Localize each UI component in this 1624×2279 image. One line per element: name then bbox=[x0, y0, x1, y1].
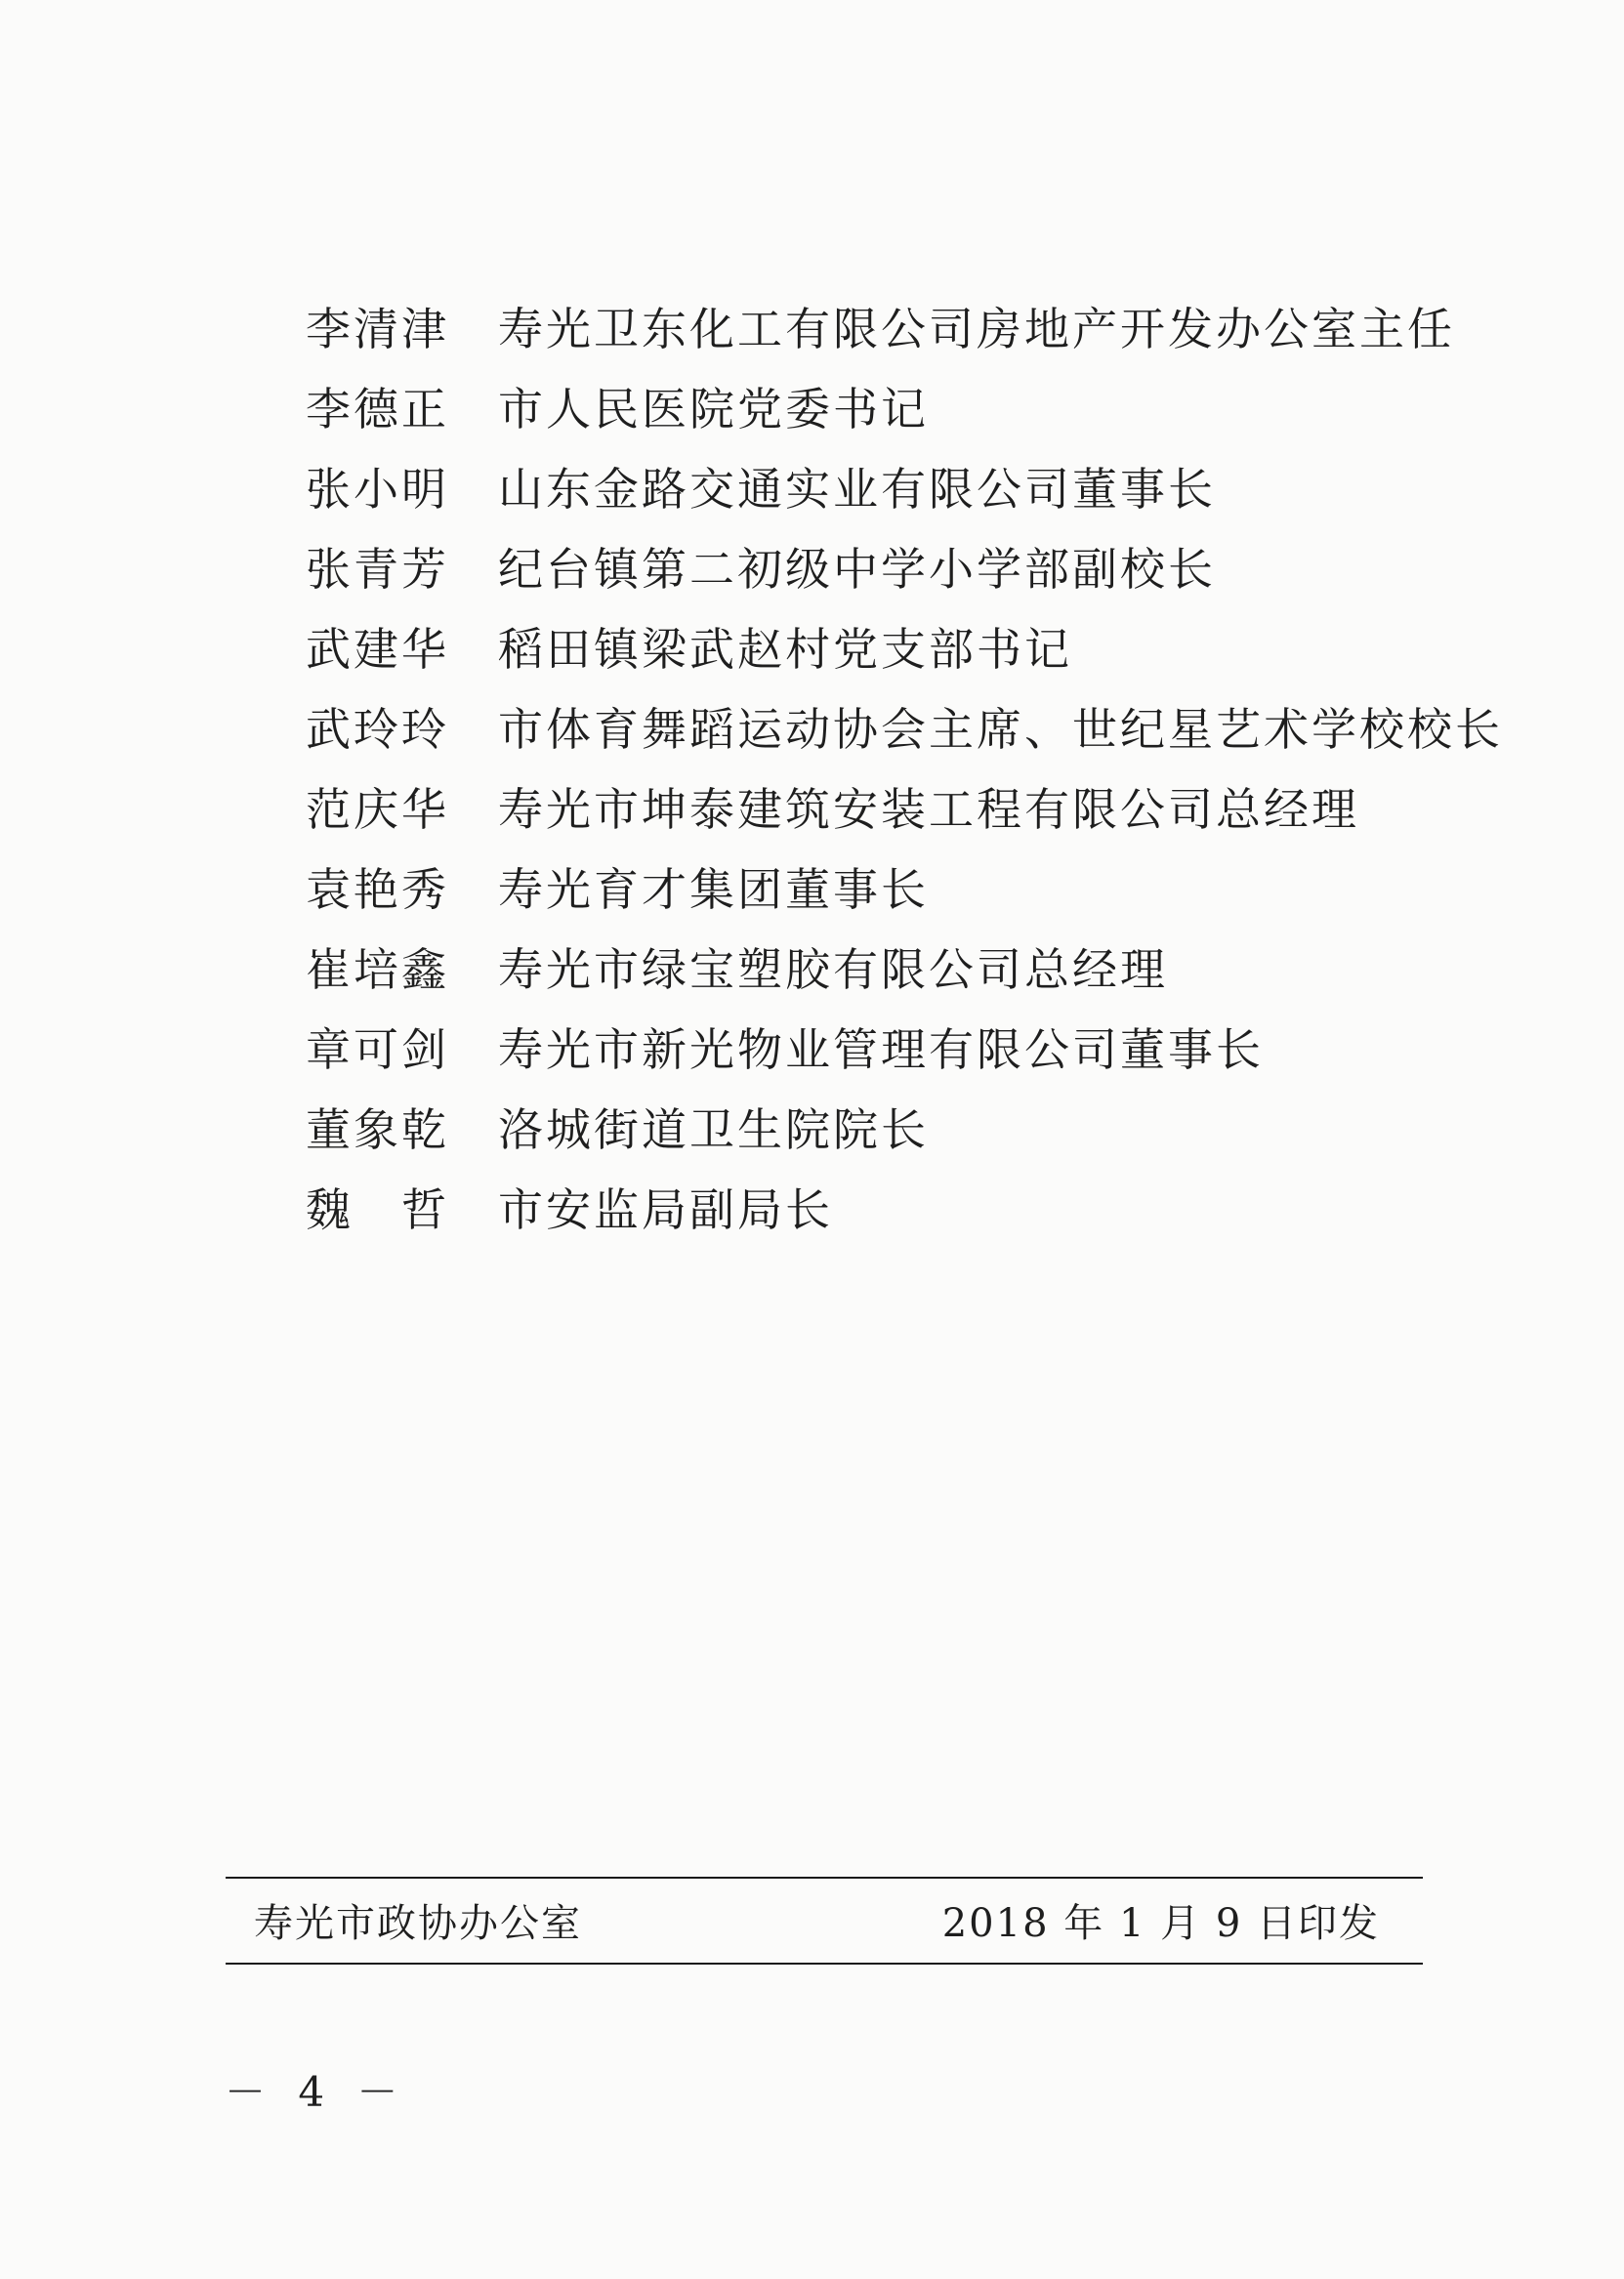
member-name: 张小明 bbox=[306, 463, 449, 516]
member-role: 市人民医院党委书记 bbox=[498, 383, 929, 435]
member-role: 市安监局副局长 bbox=[498, 1183, 833, 1236]
member-name: 董象乾 bbox=[306, 1103, 449, 1156]
member-name: 李清津 bbox=[306, 303, 449, 355]
member-role: 寿光市新光物业管理有限公司董事长 bbox=[498, 1023, 1264, 1076]
roster-row bbox=[306, 686, 1503, 767]
issuer-office: 寿光市政协办公室 bbox=[254, 1901, 582, 1946]
member-name: 范庆华 bbox=[306, 783, 449, 836]
roster-row bbox=[306, 927, 1478, 1007]
page-number: － 4 － bbox=[225, 2068, 408, 2116]
roster-row bbox=[306, 767, 1478, 847]
member-name: 章可剑 bbox=[306, 1023, 449, 1076]
member-name: 张青芳 bbox=[306, 543, 449, 596]
member-roster bbox=[306, 286, 1503, 1247]
roster-row bbox=[306, 366, 1478, 446]
issue-date: 2018 年 1 月 9 日印发 bbox=[941, 1901, 1380, 1946]
member-name: 袁艳秀 bbox=[306, 863, 449, 916]
roster-row bbox=[306, 286, 1478, 366]
roster-row bbox=[306, 1087, 1478, 1167]
member-name: 武建华 bbox=[306, 623, 449, 676]
member-role: 寿光市坤泰建筑安装工程有限公司总经理 bbox=[498, 783, 1359, 836]
member-name: 李德正 bbox=[306, 383, 449, 435]
member-role: 山东金路交通实业有限公司董事长 bbox=[498, 463, 1216, 516]
member-role: 洛城街道卫生院院长 bbox=[498, 1103, 929, 1156]
member-role: 稻田镇梁武赵村党支部书记 bbox=[498, 623, 1072, 676]
member-name: 崔培鑫 bbox=[306, 943, 449, 996]
member-role: 寿光市绿宝塑胶有限公司总经理 bbox=[498, 943, 1168, 996]
roster-row bbox=[306, 847, 1478, 927]
footer-bottom-rule bbox=[226, 1963, 1423, 1965]
roster-row bbox=[306, 526, 1478, 606]
member-role: 寿光育才集团董事长 bbox=[498, 863, 929, 916]
roster-row bbox=[306, 1167, 1478, 1247]
member-name: 武玲玲 bbox=[306, 703, 449, 756]
roster-row bbox=[306, 606, 1478, 686]
member-name: 魏 哲 bbox=[306, 1183, 449, 1236]
footer-top-rule bbox=[226, 1877, 1423, 1879]
member-role: 纪台镇第二初级中学小学部副校长 bbox=[498, 543, 1216, 596]
member-role: 寿光卫东化工有限公司房地产开发办公室主任 bbox=[498, 303, 1455, 355]
roster-row bbox=[306, 1007, 1478, 1087]
member-role: 市体育舞蹈运动协会主席、世纪星艺术学校校长 bbox=[498, 703, 1503, 756]
roster-row bbox=[306, 446, 1478, 526]
